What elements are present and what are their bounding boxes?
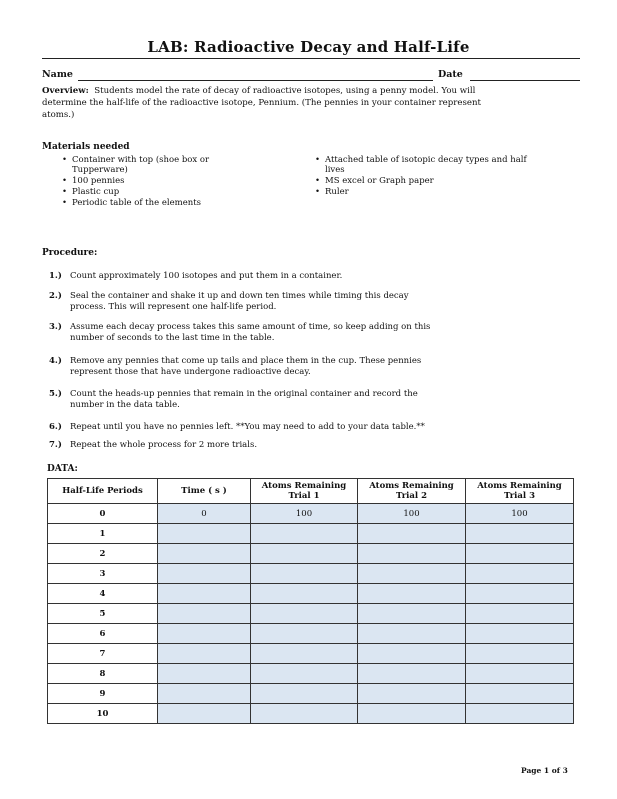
trial-3-cell[interactable] bbox=[466, 624, 574, 644]
table-row bbox=[48, 524, 574, 544]
procedure-heading: Procedure: bbox=[42, 248, 98, 258]
trial-3-cell[interactable] bbox=[466, 684, 574, 704]
overview-label: Overview: bbox=[42, 86, 89, 96]
time-cell[interactable] bbox=[158, 604, 251, 624]
time-cell[interactable]: 0 bbox=[158, 504, 251, 524]
time-cell[interactable] bbox=[158, 624, 251, 644]
trial-2-cell[interactable] bbox=[358, 564, 466, 584]
table-row bbox=[48, 584, 574, 604]
trial-2-cell[interactable] bbox=[358, 644, 466, 664]
material-item: • Periodic table of the elements bbox=[72, 198, 292, 208]
trial-1-cell[interactable] bbox=[251, 624, 358, 644]
trial-2-cell[interactable] bbox=[358, 604, 466, 624]
period-cell: 9 bbox=[48, 684, 158, 704]
trial-2-cell[interactable] bbox=[358, 584, 466, 604]
col-header-trial-2: Atoms Remaining Trial 2 bbox=[358, 479, 466, 504]
time-cell[interactable] bbox=[158, 704, 251, 724]
overview-text bbox=[42, 85, 574, 121]
period-cell: 4 bbox=[48, 584, 158, 604]
table-header-row bbox=[48, 479, 574, 504]
period-cell: 2 bbox=[48, 544, 158, 564]
period-cell: 6 bbox=[48, 624, 158, 644]
trial-1-cell[interactable] bbox=[251, 664, 358, 684]
time-cell[interactable] bbox=[158, 544, 251, 564]
time-cell[interactable] bbox=[158, 564, 251, 584]
trial-3-cell[interactable] bbox=[466, 664, 574, 684]
material-item: • Container with top (shoe box or Tupperware) bbox=[72, 155, 292, 175]
trial-2-cell[interactable]: 100 bbox=[358, 504, 466, 524]
trial-2-cell[interactable] bbox=[358, 524, 466, 544]
trial-3-cell[interactable] bbox=[466, 564, 574, 584]
table-row bbox=[48, 624, 574, 644]
trial-1-cell[interactable] bbox=[251, 584, 358, 604]
trial-1-cell[interactable] bbox=[251, 644, 358, 664]
trial-1-cell[interactable] bbox=[251, 604, 358, 624]
table-row bbox=[48, 544, 574, 564]
trial-2-cell[interactable] bbox=[358, 544, 466, 564]
period-cell: 3 bbox=[48, 564, 158, 584]
trial-1-cell[interactable] bbox=[251, 524, 358, 544]
period-cell: 5 bbox=[48, 604, 158, 624]
table-row bbox=[48, 644, 574, 664]
trial-3-cell[interactable] bbox=[466, 704, 574, 724]
trial-2-cell[interactable] bbox=[358, 624, 466, 644]
title-rule bbox=[42, 58, 580, 59]
period-cell: 10 bbox=[48, 704, 158, 724]
page-number: Page 1 of 3 bbox=[521, 766, 568, 775]
time-cell[interactable] bbox=[158, 644, 251, 664]
trial-1-cell[interactable] bbox=[251, 544, 358, 564]
overview-line-3: atoms.) bbox=[42, 110, 75, 120]
table-row bbox=[48, 684, 574, 704]
period-cell: 8 bbox=[48, 664, 158, 684]
trial-3-cell[interactable] bbox=[466, 644, 574, 664]
period-cell: 1 bbox=[48, 524, 158, 544]
material-item: • Plastic cup bbox=[72, 187, 292, 197]
material-item: • MS excel or Graph paper bbox=[325, 176, 575, 186]
col-header-time: Time ( s ) bbox=[158, 479, 251, 504]
table-row bbox=[48, 504, 574, 524]
col-header-half-life-periods: Half-Life Periods bbox=[48, 479, 158, 504]
trial-2-cell[interactable] bbox=[358, 704, 466, 724]
name-label: Name bbox=[42, 69, 73, 80]
name-field[interactable] bbox=[78, 80, 433, 81]
col-header-trial-1: Atoms Remaining Trial 1 bbox=[251, 479, 358, 504]
data-heading: DATA: bbox=[47, 464, 78, 474]
time-cell[interactable] bbox=[158, 664, 251, 684]
data-table bbox=[47, 478, 574, 724]
overview-line-1: Students model the rate of decay of radioactive isotopes, using a penny model. You will bbox=[94, 86, 476, 96]
material-item: • 100 pennies bbox=[72, 176, 292, 186]
trial-3-cell[interactable]: 100 bbox=[466, 504, 574, 524]
table-row bbox=[48, 704, 574, 724]
trial-3-cell[interactable] bbox=[466, 524, 574, 544]
page-title: LAB: Radioactive Decay and Half-Life bbox=[147, 38, 470, 56]
time-cell[interactable] bbox=[158, 684, 251, 704]
trial-3-cell[interactable] bbox=[466, 584, 574, 604]
material-item: • Ruler bbox=[325, 187, 575, 197]
trial-2-cell[interactable] bbox=[358, 684, 466, 704]
trial-1-cell[interactable]: 100 bbox=[251, 504, 358, 524]
date-label: Date bbox=[438, 69, 463, 80]
trial-3-cell[interactable] bbox=[466, 544, 574, 564]
period-cell: 7 bbox=[48, 644, 158, 664]
col-header-trial-3: Atoms Remaining Trial 3 bbox=[466, 479, 574, 504]
period-cell: 0 bbox=[48, 504, 158, 524]
table-row bbox=[48, 664, 574, 684]
date-field[interactable] bbox=[470, 80, 580, 81]
trial-1-cell[interactable] bbox=[251, 684, 358, 704]
table-row bbox=[48, 604, 574, 624]
trial-1-cell[interactable] bbox=[251, 564, 358, 584]
worksheet-page: LAB: Radioactive Decay and Half-Life Name Date Overview: Students model the rate of decay of radioactive isotopes, using a penny model. You will determine the half-life of the radioactive isotope, Pennium. (The pennies in your container represent atoms.) Materials needed • Container with top (shoe box or Tupperware) • 100 pennies • Plastic cup • Periodic table of the elements • Attached table of isotopic decay types and half lives • MS excel or Graph paper • Ruler Procedure: 1.) Count approximately 100 isotopes and put them in a container. 2.) Seal the container and shake it up and down ten times while timing this decay process. This will represent one half-life period. 3.) Assume each decay process takes this same amount of time, so keep adding on this number of seconds to the last time in the table. 4.) Remove any pennies that come up tails and place them in the cup. These pennies represent those that have undergone radioactive decay. 5.) Count the heads-up pennies that remain in the original container and record the number in the data table. 6.) Repeat until you have no pennies left. **You may need to add to your data table.** 7.) Repeat the whole process for 2 more trials. DATA: Half-Life Periods Time ( s ) Atoms Remaining Trial 1 Atoms Remaining Trial 2 Atoms Remaining Trial 3 0 0 100 100 100 1 2 3 4 5 6 7 8 9 10 Page 1 of 3 bbox=[0, 0, 617, 799]
trial-3-cell[interactable] bbox=[466, 604, 574, 624]
overview-line-2: determine the half-life of the radioactive isotope, Pennium. (The pennies in your container represent bbox=[42, 98, 481, 108]
name-date-row bbox=[42, 69, 580, 83]
materials-heading: Materials needed bbox=[42, 142, 130, 152]
trial-2-cell[interactable] bbox=[358, 664, 466, 684]
material-item: • Attached table of isotopic decay types and half lives bbox=[325, 155, 575, 175]
time-cell[interactable] bbox=[158, 584, 251, 604]
table-row bbox=[48, 564, 574, 584]
trial-1-cell[interactable] bbox=[251, 704, 358, 724]
time-cell[interactable] bbox=[158, 524, 251, 544]
